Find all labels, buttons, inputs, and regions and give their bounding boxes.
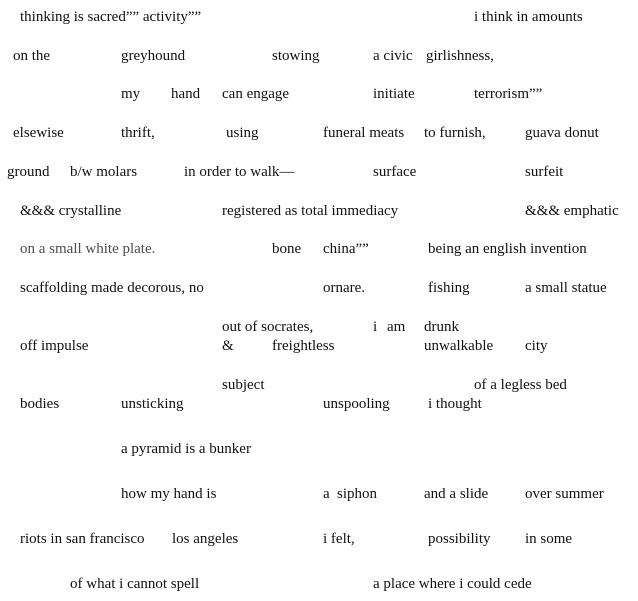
poem-word: on the <box>13 48 51 64</box>
poem-word: over summer <box>525 486 604 502</box>
poem-word: los angeles <box>172 531 239 547</box>
poem-word: & <box>222 338 234 354</box>
poem-word: and a slide <box>424 486 489 502</box>
poem-word: in order to walk— <box>184 164 295 180</box>
poem-word: ground <box>7 164 50 180</box>
poem-word: girlishness, <box>426 48 494 64</box>
poem-word: initiate <box>373 86 415 102</box>
poem-word: city <box>525 338 548 354</box>
poem-word: fishing <box>428 280 470 296</box>
poem-word: bodies <box>20 396 60 412</box>
poem-word: of what i cannot spell <box>70 576 200 592</box>
poem-word: on a small white plate. <box>20 241 156 257</box>
poem-word: drunk <box>424 319 459 335</box>
poem-word: i thought <box>428 396 482 412</box>
poem-word: china”” <box>323 241 369 257</box>
poem-word: how my hand is <box>121 486 217 502</box>
poem-word: &&& crystalline <box>20 203 122 219</box>
poem-word: i felt, <box>323 531 355 547</box>
poem-word: in some <box>525 531 573 547</box>
poem-word: freightless <box>272 338 335 354</box>
poem-word: guava donut <box>525 125 599 141</box>
poem-word: i <box>373 319 378 335</box>
poem-word: my <box>121 86 141 102</box>
poem-word: bone <box>272 241 302 257</box>
poem-word: a small statue <box>525 280 607 296</box>
poem-word: thinking is sacred”” activity”” <box>20 9 202 25</box>
poem-word: stowing <box>272 48 320 64</box>
poem-word: elsewise <box>13 125 64 141</box>
poem-word: of a legless bed <box>474 377 567 393</box>
poem-word: funeral meats <box>323 125 405 141</box>
poem-word: thrift, <box>121 125 155 141</box>
poem-word: a place where i could cede <box>373 576 532 592</box>
poem-word: subject <box>222 377 265 393</box>
poem-word: to furnish, <box>424 125 486 141</box>
poem-word: off impulse <box>20 338 89 354</box>
poem-word: unwalkable <box>424 338 494 354</box>
poem-word: i think in amounts <box>474 9 583 25</box>
poem-word: a pyramid is a bunker <box>121 441 251 457</box>
poem-word: registered as total immediacy <box>222 203 399 219</box>
poem-word: can engage <box>222 86 290 102</box>
poem-word: unsticking <box>121 396 184 412</box>
poem-word: siphon <box>337 486 378 502</box>
poem-word: hand <box>171 86 201 102</box>
poem-word: b/w molars <box>70 164 138 180</box>
poem-word: surfeit <box>525 164 564 180</box>
poem-word: using <box>226 125 259 141</box>
poem-word: scaffolding made decorous, no <box>20 280 204 296</box>
poem-word: surface <box>373 164 417 180</box>
poem-word: riots in san francisco <box>20 531 145 547</box>
poem-word: out of socrates, <box>222 319 314 335</box>
poem-word: am <box>387 319 406 335</box>
poem-word: terrorism”” <box>474 86 543 102</box>
poem-word: greyhound <box>121 48 186 64</box>
poem-word: being an english invention <box>428 241 587 257</box>
poem-word: ornare. <box>323 280 366 296</box>
poem-word: unspooling <box>323 396 390 412</box>
poem-word: &&& emphatic <box>525 203 619 219</box>
poem-word: a <box>323 486 330 502</box>
poem-word: possibility <box>428 531 491 547</box>
poem-word: a civic <box>373 48 413 64</box>
